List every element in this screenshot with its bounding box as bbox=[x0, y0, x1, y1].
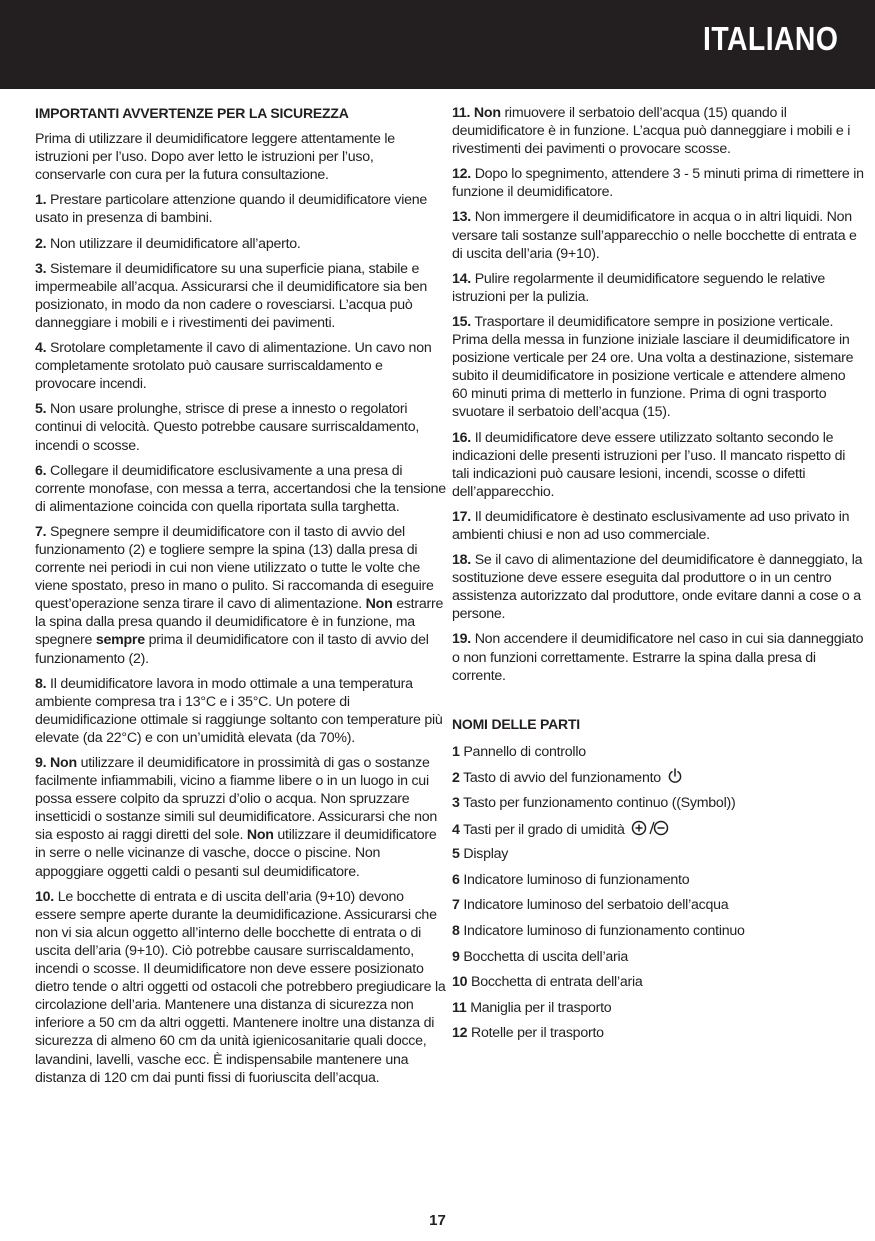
parts-list-item: 5 Display bbox=[452, 846, 509, 863]
parts-list-item: 8 Indicatore luminoso di funzionamento continuo bbox=[452, 922, 745, 939]
left-column bbox=[35, 104, 447, 1094]
language-title: ITALIANO bbox=[702, 20, 838, 57]
parts-list-item: 3 Tasto per funzionamento continuo ((Symbol)) bbox=[452, 795, 736, 811]
safety-item: 8. Il deumidificatore lavora in modo ottimale a una temperatura ambiente compresa tra i 13°C e i 35°C. Un potere di deumidificazione ottimale si raggiunge soltanto con temperature più elevate (da 22°C) e con un’umidità elevata (da 70%). bbox=[35, 675, 443, 746]
safety-item: 13. Non immergere il deumidificatore in acqua o in altri liquidi. Non versare tali sostanze sull’apparecchio o nelle bocchette di entrata e di uscita dell’aria (9+10). bbox=[452, 209, 857, 262]
safety-item: 12. Dopo lo spegnimento, attendere 3 - 5 minuti prima di rimettere in funzione il deumidificatore. bbox=[452, 166, 864, 201]
parts-list-item: 2 Tasto di avvio del funzionamento bbox=[452, 768, 864, 794]
safety-item: 9. Non utilizzare il deumidificatore in prossimità di gas o sostanze facilmente infiammabili, vicino a fiamme libere o in un luogo in cui possa essere colpito da spruzzi d’olio o acqua. Non spruzzare insetticidi o sostanze simili sul deumidificatore. Assicurarsi che non sia esposto ai raggi diretti del sole. Non utilizzare il deumidificatore in serre o nelle vicinanze di vasche, docce o piscine. Non appoggiare oggetti caldi o pesanti sul deumidificatore. bbox=[35, 755, 438, 880]
parts-list-item: 4 Tasti per il grado di umidità bbox=[452, 820, 864, 846]
safety-item: 16. Il deumidificatore deve essere utilizzato soltanto secondo le indicazioni delle presenti istruzioni per l’uso. Il mancato rispetto di tali indicazioni può causare lesioni, incendi, scosse o difetti dell’apparecchio. bbox=[452, 429, 846, 500]
safety-item: 2. Non utilizzare il deumidificatore all’aperto. bbox=[35, 235, 301, 252]
safety-item: 19. Non accendere il deumidificatore nel caso in cui sia danneggiato o non funzioni correttamente. Estrarre la spina dalla presa di corrente. bbox=[452, 631, 864, 684]
safety-item: 7. Spegnere sempre il deumidificatore con il tasto di avvio del funzionamento (2) e togliere sempre la spina (13) dalla presa di corrente nei periodi in cui non viene utilizzato o tutte le volte che viene spostato, preso in mano o pulito. Si raccomanda di eseguire quest’operazione senza tirare il cavo di alimentazione. Non estrarre la spina dalla presa quando il deumidificatore è in funzione, ma spegnere sempre prima il deumidificatore con il tasto di avvio del funzionamento (2). bbox=[35, 523, 444, 667]
safety-item: 14. Pulire regolarmente il deumidificatore seguendo le relative istruzioni per la pulizia. bbox=[452, 270, 826, 305]
safety-item: 15. Trasportare il deumidificatore sempre in posizione verticale. Prima della messa in funzione iniziale lasciare il deumidificatore in posizione verticale per 24 ore. Una volta a destinazione, sistemare subito il deumidificatore in posizione verticale e attendere almeno 60 minuti prima di metterlo in funzione. Prima di ogni trasporto svuotare il serbatoio dell’acqua (15). bbox=[452, 313, 854, 421]
parts-list-item: 11 Maniglia per il trasporto bbox=[452, 999, 612, 1016]
safety-item: 5. Non usare prolunghe, strisce di prese a innesto o regolatori continui di velocità. Questo potrebbe causare surriscaldamento, incendi o scosse. bbox=[35, 401, 420, 454]
page-number: 17 bbox=[429, 1212, 446, 1229]
parts-list-item: 10 Bocchetta di entrata dell’aria bbox=[452, 974, 643, 991]
parts-list-item: 1 Pannello di controllo bbox=[452, 743, 586, 760]
safety-heading: IMPORTANTI AVVERTENZE PER LA SICUREZZA bbox=[35, 105, 349, 121]
parts-list bbox=[452, 743, 864, 1050]
safety-item: 18. Se il cavo di alimentazione del deumidificatore è danneggiato, la sostituzione deve essere eseguita dal produttore o in un centro assistenza autorizzato dal produttore, onde evitare danni a cose o a persone. bbox=[452, 552, 863, 623]
parts-list-item: 6 Indicatore luminoso di funzionamento bbox=[452, 871, 690, 888]
power-icon bbox=[667, 768, 683, 789]
right-column bbox=[452, 104, 864, 1050]
plus-minus-icon bbox=[631, 820, 669, 841]
safety-item: 4. Srotolare completamente il cavo di alimentazione. Un cavo non completamente srotolato può causare surriscaldamento e provocare incendi. bbox=[35, 340, 432, 393]
safety-item: 11. Non rimuovere il serbatoio dell’acqua (15) quando il deumidificatore è in funzione. L’acqua può danneggiare i mobili e i rivestimenti dei pavimenti o provocare scosse. bbox=[452, 105, 851, 158]
safety-item: 3. Sistemare il deumidificatore su una superficie piana, stabile e impermeabile all’acqua. Assicurarsi che il deumidificatore sia ben posizionato, in modo da non cadere o rovesciarsi. L’acqua può danneggiare i mobili e i rivestimenti dei pavimenti. bbox=[35, 260, 427, 331]
parts-list-item: 7 Indicatore luminoso del serbatoio dell’acqua bbox=[452, 897, 729, 914]
safety-item: 6. Collegare il deumidificatore esclusivamente a una presa di corrente monofase, con messa a terra, accertandosi che la tensione di alimentazione coincida con quella riportata sulla targhetta. bbox=[35, 462, 446, 515]
parts-heading: NOMI DELLE PARTI bbox=[452, 715, 580, 732]
safety-item: 1. Prestare particolare attenzione quando il deumidificatore viene usato in presenza di bambini. bbox=[35, 192, 428, 227]
safety-item: 17. Il deumidificatore è destinato esclusivamente ad uso privato in ambienti chiusi e non ad uso commerciale. bbox=[452, 508, 850, 543]
safety-intro: Prima di utilizzare il deumidificatore leggere attentamente le istruzioni per l’uso. Dopo aver letto le istruzioni per l’uso, conservarle con cura per la futura consultazione. bbox=[35, 131, 395, 184]
safety-item: 10. Le bocchette di entrata e di uscita dell’aria (9+10) devono essere sempre aperte durante la deumidificazione. Assicurarsi che non vi sia alcun oggetto all’interno delle bocchette di entrata o di uscita dell’aria (9+10). Ciò potrebbe causare surriscaldamento, incendi o scosse. Il deumidificatore non deve essere posizionato dietro tende o altri oggetti od ostacoli che potrebbero pregiudicare la circolazione dell’aria. Mantenere una distanza di sicurezza non inferiore a 50 cm da altri oggetti. Mantenere inoltre una distanza di sicurezza di almeno 60 cm da unità igienicosanitarie quali docce, lavandini, lavelli, vasche ecc. È indispensabile mantenere una distanza di 120 cm dai punti fissi di fuoriuscita dell’acqua. bbox=[35, 888, 446, 1086]
parts-list-item: 12 Rotelle per il trasporto bbox=[452, 1025, 604, 1042]
header-bar bbox=[0, 0, 875, 89]
parts-list-item: 9 Bocchetta di uscita dell’aria bbox=[452, 948, 629, 965]
